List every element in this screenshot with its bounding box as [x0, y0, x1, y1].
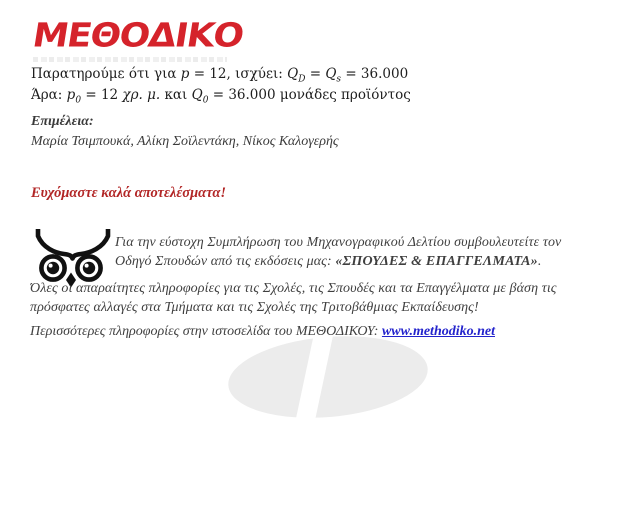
good-luck-message: Ευχόμαστε καλά αποτελέσματα! — [31, 185, 227, 201]
solution-text: = 36.000 μονάδες προϊόντος — [208, 86, 411, 103]
math-sub-D: D — [298, 74, 306, 85]
logo-tagline-faint-text — [33, 57, 227, 62]
credits-heading: Επιμέλεια: — [31, 114, 94, 129]
math-sub-0: 0 — [202, 95, 209, 106]
math-unit: χρ. μ. — [122, 86, 161, 103]
solution-text: και — [160, 86, 192, 103]
math-var-p: p — [66, 86, 76, 103]
solution-line-2 — [31, 85, 411, 106]
math-var-p: p — [180, 66, 190, 82]
methodiko-website-link[interactable]: www.methodiko.net — [381, 324, 496, 339]
solution-text: = 12 — [81, 86, 123, 103]
advice-line-2: Οδηγό Σπουδών από τις εκδόσεις μας: — [115, 253, 336, 269]
methodiko-logo: ΜΕΘΟΔΙΚΟ — [30, 17, 246, 55]
studies-professions-title: «ΣΠΟΥΔΕΣ & ΕΠΑΓΓΕΛΜΑΤΑ» — [335, 253, 538, 269]
math-var-Q: Q — [191, 86, 203, 103]
slashed-disc-watermark-icon — [215, 333, 445, 425]
solution-text: = 12, ισχύει: — [189, 66, 288, 82]
math-var-Q: Q — [287, 66, 299, 82]
credits-names: Μαρία Τσιμπουκά, Αλίκη Σοϊλεντάκη, Νίκος Καλογερής — [31, 134, 339, 149]
math-sub-s: s — [336, 74, 342, 85]
math-sub-0: 0 — [75, 95, 82, 106]
solution-line-1 — [31, 64, 411, 85]
website-line-text: Περισσότερες πληροφορίες στην ιστοσελίδα του ΜΕΘΟΔΙΚΟΥ: — [30, 324, 382, 339]
solution-text: Παρατηρούμε ότι για — [31, 66, 181, 82]
solution-text: = — [305, 66, 326, 82]
advice-line-1: Για την εύστοχη Συμπλήρωση του Μηχανογραφικού Δελτίου συμβουλευτείτε τον — [115, 235, 562, 250]
solution-paragraph — [31, 64, 411, 105]
website-line — [30, 324, 495, 340]
solution-text: Άρα: — [31, 86, 67, 103]
advice-line-2-end: . — [537, 253, 542, 269]
math-var-Q: Q — [325, 66, 337, 82]
advice-paragraph — [115, 234, 607, 271]
solution-text: = 36.000 — [341, 66, 409, 82]
info-paragraph: Όλες οι απαραίτητες πληροφορίες για τις Σχολές, τις Σπουδές και τα Επαγγέλματα με βάση τις πρόσφατες αλλαγές στα Τμήματα και τις Σχολές της Τριτοβάθμιας Εκπαίδευσης! — [30, 281, 557, 315]
